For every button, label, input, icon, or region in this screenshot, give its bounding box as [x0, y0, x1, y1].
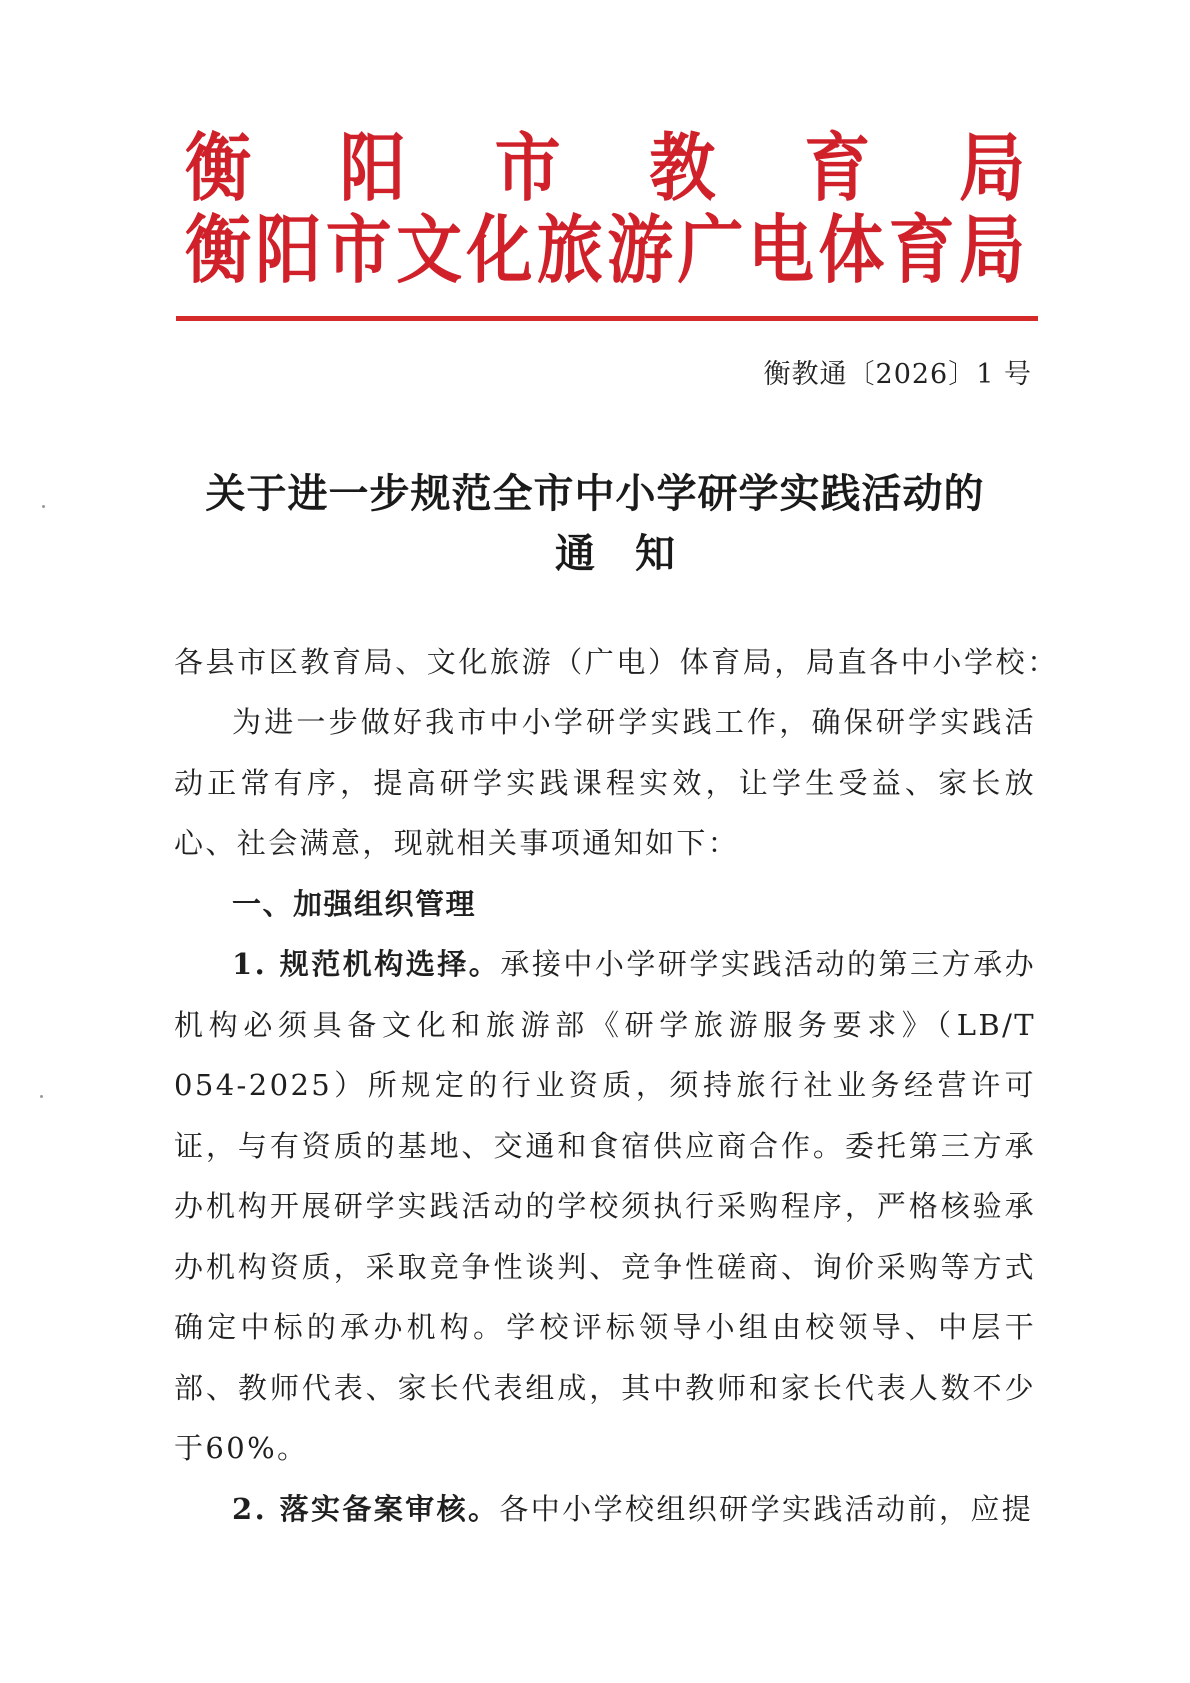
- item-2-lead: 2. 落实备案审核。: [232, 1491, 500, 1526]
- scan-speck: [42, 505, 45, 508]
- masthead-char: 衡: [185, 124, 251, 212]
- item-1-lead: 1. 规范机构选择。: [232, 947, 501, 981]
- masthead-char: 市: [494, 124, 561, 212]
- item-1-paragraph: [174, 934, 1036, 1479]
- masthead-char: 教: [649, 124, 716, 212]
- red-divider-rule: [176, 316, 1038, 321]
- section-heading-1: 一、加强组织管理: [232, 886, 477, 921]
- scan-speck: [40, 1095, 43, 1098]
- masthead-char: 育: [888, 206, 955, 294]
- masthead-char: 体: [818, 206, 885, 294]
- title-line-2: 通知: [555, 531, 715, 577]
- masthead-line-1: [185, 124, 1025, 211]
- item-2-paragraph: [174, 1479, 1036, 1540]
- intro-paragraph: 为进一步做好我市中小学研学实践工作，确保研学实践活动正常有序，提高研学实践课程实效，让学生受益、家长放心、社会满意，现就相关事项通知如下：: [174, 705, 1036, 860]
- masthead-char: 衡: [185, 206, 251, 294]
- masthead-char: 电: [747, 206, 814, 294]
- masthead-char: 游: [607, 206, 674, 294]
- masthead-char: 阳: [339, 124, 406, 212]
- masthead-char: 旅: [536, 206, 603, 294]
- title-line-1: 关于进一步规范全市中小学研学实践活动的: [205, 471, 985, 517]
- masthead-char: 阳: [255, 206, 322, 294]
- body-text: [174, 650, 1036, 1539]
- document-number: 衡教通〔2026〕1 号: [763, 359, 1032, 390]
- masthead-char: 局: [958, 124, 1025, 212]
- masthead-char: 化: [466, 206, 533, 294]
- salutation: 各县市区教育局、文化旅游（广电）体育局，局直各中小学校：: [174, 645, 1059, 679]
- masthead-line-2: [185, 206, 1025, 293]
- item-1-text: 承接中小学研学实践活动的第三方承办机构必须具备文化和旅游部《研学旅游服务要求》（LB/T 054-2025）所规定的行业资质，须持旅行社业务经营许可证，与有资质的基地、交通和食宿供应商合作。委托第三方承办机构开展研学实践活动的学校须执行采购程序，严格核验承办机构资质，采取竞争性谈判、竞争性磋商、询价采购等方式确定中标的承办机构。学校评标领导小组由校领导、中层干部、教师代表、家长代表组成，其中教师和家长代表人数不少于60%。: [174, 947, 1036, 1465]
- item-2-text: 各中小学校组织研学实践活动前，应提: [499, 1491, 1034, 1526]
- masthead-char: 局: [958, 206, 1025, 294]
- masthead-char: 育: [804, 124, 871, 212]
- masthead-char: 文: [396, 206, 463, 294]
- masthead-char: 广: [677, 206, 744, 294]
- masthead-char: 市: [325, 206, 392, 294]
